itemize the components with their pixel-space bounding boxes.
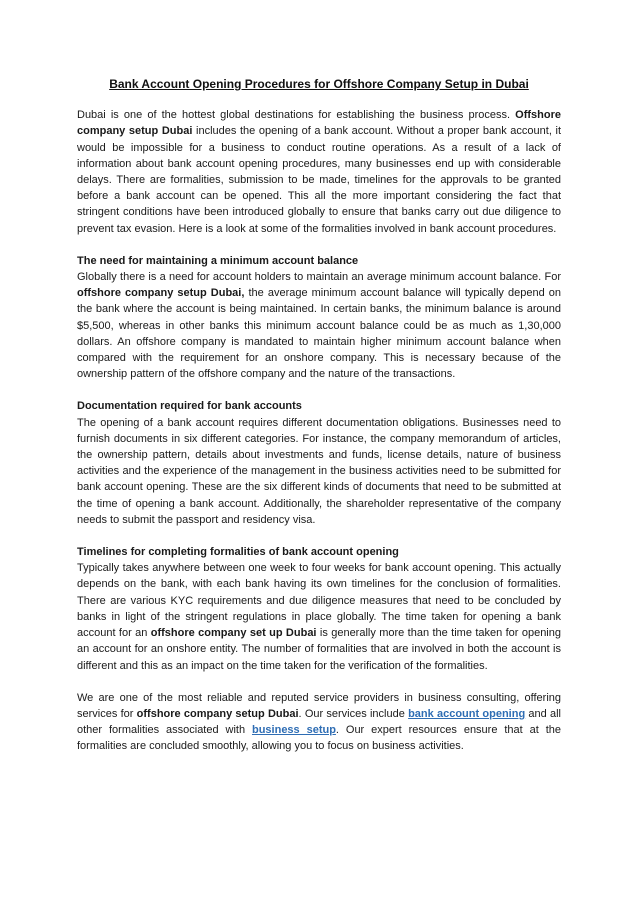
section-documentation <box>77 398 561 528</box>
section-heading: The need for maintaining a minimum account balance <box>77 254 359 267</box>
section-timelines <box>77 544 561 674</box>
text-span: The opening of a bank account requires different documentation obligations. Businesses need to furnish documents in six different categories. For instance, the company memorandum of articles, the ownership pattern, details about investments and funds, license details, nature of business activities and the experience of the management in the business activities need to be submitted for bank account opening. These are the six different kinds of documents that need to be submitted at the time of opening a bank account. Additionally, the shareholder representative of the company needs to submit the passport and residency visa. <box>77 416 561 526</box>
closing-paragraph <box>77 690 561 755</box>
bold-keyword: offshore company setup Dubai <box>136 707 299 720</box>
text-span: the average minimum account balance will typically depend on the bank where the account is being maintained. In certain banks, the minimum balance is around $5,500, whereas in other banks this minimum account balance could be as much as 1,30,000 dollars. An offshore company is mandated to maintain higher minimum account balance when compared with the requirement for an onshore company. This is necessary because of the ownership pattern of the offshore company and the nature of the transactions. <box>77 287 561 381</box>
text-span: We are one of the most reliable and reputed service providers in business consulting, offering services for <box>77 691 561 720</box>
bold-keyword: Offshore company setup Dubai <box>77 109 561 138</box>
text-span: Globally there is a need for account holders to maintain an average minimum account balance. For <box>77 271 561 284</box>
intro-paragraph <box>77 107 561 237</box>
text-span: and all other formalities associated with <box>77 707 561 737</box>
section-heading: Documentation required for bank accounts <box>77 400 302 413</box>
text-span: Typically takes anywhere between one week to four weeks for bank account opening. This actually depends on the bank, with each bank having its own timelines for the conclusion of formalities. There are various KYC requirements and due diligence measures that need to be concluded by banks in light of the stringent regulations in place globally. The time taken for opening a bank account for an <box>77 562 561 640</box>
section-minimum-balance <box>77 253 561 383</box>
text-span: Dubai is one of the hottest global destinations for establishing the business process. <box>77 109 516 122</box>
business-setup-link[interactable]: business setup <box>251 724 336 737</box>
text-span: includes the opening of a bank account. Without a proper bank account, it would be impossible for a business to conduct routine operations. As a result of a lack of information about bank account opening procedures, many businesses end up with considerable delays. There are formalities, submission to be made, timelines for the approvals to be granted before a bank account can be opened. This all the more important considering the fact that stringent conditions have been introduced globally to ensure that banks carry out due diligence to prevent tax evasion. Here is a look at some of the formalities involved in bank account procedures. <box>77 125 561 235</box>
bold-keyword: offshore company setup Dubai, <box>77 287 245 300</box>
text-span: . Our expert resources ensure that at the formalities are concluded smoothly, allowing you to focus on business activities. <box>77 724 561 753</box>
section-heading: Timelines for completing formalities of bank account opening <box>77 546 399 559</box>
text-span: is generally more than the time taken for opening an account for an onshore entity. The number of formalities that are involved in both the account is different and this as an impact on the time taken for the verification of the formalities. <box>77 627 561 672</box>
bold-keyword: offshore company set up Dubai <box>150 627 317 640</box>
document-title: Bank Account Opening Procedures for Offshore Company Setup in Dubai <box>109 77 529 91</box>
bank-account-opening-link[interactable]: bank account opening <box>408 707 526 720</box>
text-span: . Our services include <box>298 707 409 720</box>
document-page <box>77 76 561 771</box>
